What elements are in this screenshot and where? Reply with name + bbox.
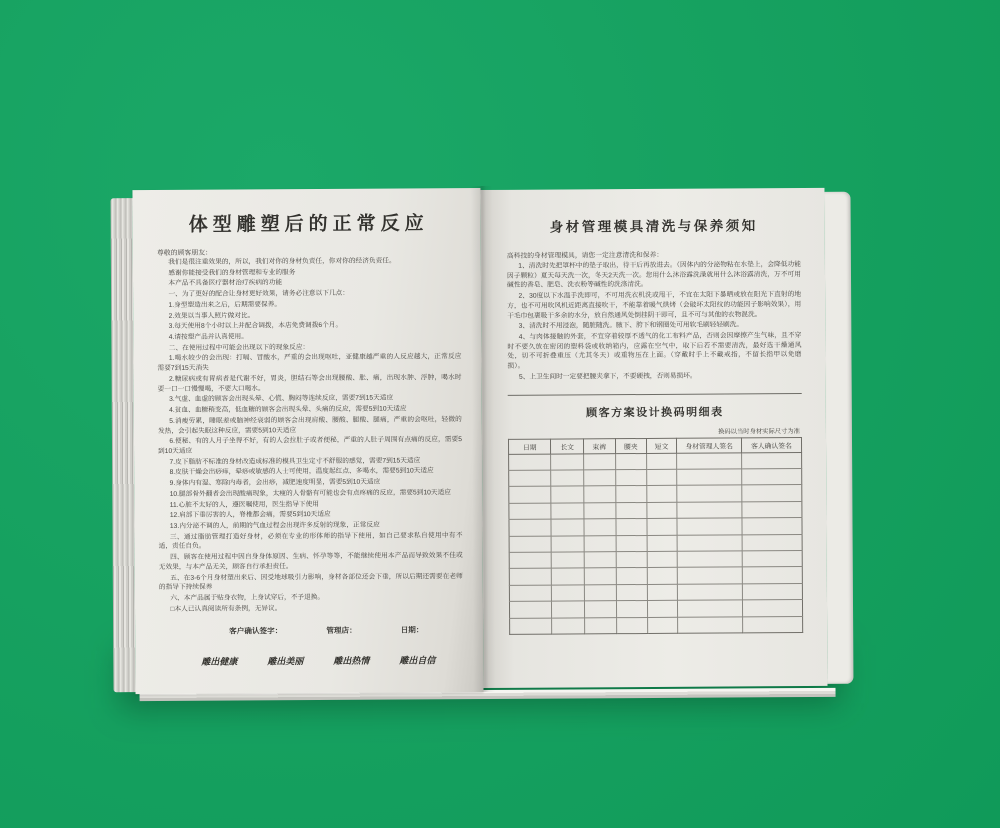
table-header-cell: 身材管理人签名 — [677, 438, 742, 453]
terms-paragraph: 感谢你能接受我们的身材管理和专业的服务 — [168, 268, 296, 277]
table-cell-empty — [647, 568, 678, 585]
table-row — [510, 616, 803, 634]
terms-paragraph: 四、顾客在使用过程中因自身身体原因、生病、怀孕等等，不能继续使用本产品而导致效果不佳或无效果，与本产品无关，顾客自行承担责任。 — [158, 552, 463, 571]
date-label: 日期： — [400, 625, 424, 635]
table-cell-empty — [552, 568, 584, 585]
table-note: 换码以当时身材实际尺寸为准 — [718, 427, 800, 436]
table-row — [509, 452, 802, 470]
table-header-cell: 客人确认签名 — [741, 437, 801, 452]
terms-paragraph: 5.消瘦劳累，睡眠差或脑神经衰弱的顾客会出现肩酸、腰酸、腿酸、腿痛，严重的会呕吐，轻微的发热，会引起失眠这种反应，需要5到10天适应 — [157, 415, 462, 435]
terms-paragraph: 8.皮肤干燥会出痧痒，晕痧或敏感的人士可使用，温度起红点、多喝水，需要5到10天适应 — [169, 467, 434, 477]
table-cell-empty — [647, 600, 678, 617]
table-cell-empty — [584, 552, 616, 569]
slogan-text: 雕出美丽 — [267, 657, 304, 668]
table-cell-empty — [509, 470, 552, 487]
table-cell-empty — [509, 486, 552, 503]
table-cell-empty — [646, 453, 677, 470]
table-cell-empty — [678, 616, 743, 633]
table-header-cell: 长文 — [551, 439, 583, 454]
table-row — [509, 501, 802, 519]
table-cell-empty — [616, 470, 647, 487]
table-cell-empty — [552, 552, 584, 569]
table-title: 顾客方案设计换码明细表 — [586, 406, 724, 419]
right-page-stack-edge — [824, 192, 853, 684]
table-cell-empty — [616, 486, 647, 503]
table-cell-empty — [616, 535, 647, 552]
terms-paragraph: 9.身体内有湿、寒除内毒者，会出痧，减肥速度明显，需要5到10天适应 — [169, 478, 381, 488]
table-cell-empty — [616, 568, 647, 585]
table-cell-empty — [551, 470, 583, 487]
care-paragraph: 2、30度以下水温手洗即可，不可用洗衣机洗或甩干，不宜在太阳下暴晒或放在阳光下直射的地方，也不可用吹风机近距离直接吹干，不能靠着暖气烘烤（会破坏太阳纹的功能因子影响效果），用干毛巾包裹吸干多余的水分，放自然通风处倒挂阴干即可，且不可与其他的衣物混洗。 — [507, 291, 802, 320]
table-cell-empty — [677, 502, 742, 519]
table-cell-empty — [509, 568, 552, 585]
care-paragraph: 3、清洗时不用浸泡，随脏随洗。腋下、胯下和钢圈处可用软毛刷轻轻刷洗。 — [518, 321, 744, 331]
terms-paragraph: 13.内分泌不调的人，前期的气血过程会出现许多反射的现象，正常反应 — [169, 521, 380, 530]
terms-paragraph: 4.请按塑产品并认真使用。 — [168, 333, 248, 341]
table-cell-empty — [677, 469, 742, 486]
slogan-text: 雕出健康 — [201, 657, 238, 669]
right-page — [480, 188, 827, 688]
table-cell-empty — [509, 536, 552, 553]
section-divider — [508, 393, 802, 396]
right-page-content — [507, 214, 804, 678]
table-cell-empty — [647, 535, 678, 552]
care-paragraph: 1、清洗时先把罩杯中的垫子取出，待干后再放进去。（因体内的分泌物粘在水垫上，会降低功能因子颗粒）夏天每天洗一次，冬天2天洗一次。您用什么沐浴露洗澡就用什么沐浴露清洗，万不可用碱性的香皂、肥皂、洗衣粉等碱性的洗涤清洗。 — [506, 261, 802, 290]
slogan-text: 雕出自信 — [399, 656, 436, 667]
table-cell-empty — [677, 485, 742, 502]
table-cell-empty — [677, 518, 742, 535]
table-row — [509, 534, 802, 552]
table-cell-empty — [742, 518, 802, 535]
terms-paragraph: 六、本产品属于贴身衣物，上身试穿后，不予退换。 — [170, 593, 325, 602]
slogan-row — [159, 654, 463, 669]
care-paragraph: 5、上卫生间时一定要把腰夹拿下，不要硬拽，否则易损坏。 — [518, 372, 697, 381]
terms-paragraph: 三、通过脂肪管理打造好身材，必须在专业的形体师的指导下使用，如自己要求私自使用中有不适，责任自负。 — [158, 531, 463, 551]
table-cell-empty — [647, 617, 678, 634]
table-cell-empty — [509, 585, 552, 602]
table-cell-empty — [615, 453, 646, 470]
left-page-body — [157, 256, 463, 614]
terms-paragraph: 五、在3-6个月身材塑出来后、因受地球吸引力影响，身材各部位还会下垂，所以后期还需要在老师的指导下持续保养 — [158, 572, 463, 592]
table-cell-empty — [584, 502, 616, 519]
table-cell-empty — [552, 535, 584, 552]
table-cell-empty — [678, 567, 743, 584]
terms-paragraph: 2.效果以当事人照片做对比。 — [168, 311, 255, 320]
table-cell-empty — [677, 453, 742, 470]
table-cell-empty — [551, 486, 583, 503]
table-cell-empty — [510, 618, 553, 635]
table-cell-empty — [742, 534, 802, 551]
code-change-table — [508, 437, 803, 635]
table-header-cell: 腰夹 — [615, 438, 646, 453]
terms-paragraph: 11.心脏不太好的人，遵医嘱使用，医生指导下使用 — [169, 500, 320, 509]
table-cell-empty — [509, 519, 552, 536]
table-cell-empty — [584, 584, 616, 601]
table-cell-empty — [509, 454, 552, 471]
table-row — [509, 600, 802, 618]
table-cell-empty — [583, 470, 615, 487]
terms-paragraph: 3.每天使用8个小时以上并配合调拨，本店免费调拨6个月。 — [168, 322, 343, 331]
table-cell-empty — [742, 600, 802, 617]
table-cell-empty — [742, 501, 802, 518]
table-cell-empty — [583, 453, 615, 470]
care-intro: 高科技的身材管理模具，请您一定注意清洗和保养： — [506, 251, 664, 260]
table-cell-empty — [551, 503, 583, 520]
table-cell-empty — [741, 452, 801, 469]
table-cell-empty — [584, 519, 616, 536]
care-instructions — [507, 260, 802, 382]
table-cell-empty — [742, 616, 802, 633]
table-cell-empty — [616, 601, 647, 618]
table-cell-empty — [677, 534, 742, 551]
care-paragraph: 4、与肉体接触的外套，不宜穿着较厚不透气的化工布料产品，否则会因摩擦产生气味，且不穿时不要久放在密闭的塑料袋或收纳箱内，应露在空气中，取下后若不需要清洗，最好选干燥通风处，切不可折叠重压（尤其冬天）或重物压在上面。（穿戴时手上不戴戒指，不留长指甲以免磨损）。 — [507, 332, 802, 371]
table-cell-empty — [509, 552, 552, 569]
table-cell-empty — [678, 584, 743, 601]
table-row — [509, 583, 802, 601]
table-cell-empty — [616, 617, 647, 634]
terms-paragraph: 10.腿部骨外翻者会出现酸痛现象，太瘦的人骨骼有可能也会有点疼痛的反应，需要5到10天适应 — [169, 489, 451, 498]
table-row — [509, 518, 802, 536]
left-page — [132, 188, 483, 694]
table-cell-empty — [742, 485, 802, 502]
terms-paragraph: 我们是很注重效果的，所以，我们对你的身材负责任，你对你的经济负责任。 — [168, 257, 396, 266]
terms-paragraph: 本产品不具备医疗器材治疗疾病的功能 — [168, 279, 283, 288]
terms-paragraph: □本人已认真阅读所有条例，无异议。 — [170, 604, 282, 613]
table-cell-empty — [678, 551, 743, 568]
terms-paragraph: 4.贫血、血糖稍变高，低血糖的顾客会出现头晕、头痛的反应，需要5到10天适应 — [169, 405, 407, 414]
table-cell-empty — [509, 601, 552, 618]
table-cell-empty — [552, 601, 584, 618]
table-header-cell: 短文 — [646, 438, 677, 453]
terms-paragraph: 2.糖尿病或有胃病者是代谢不好，胃炎，胆结石等会出现腰酸、胀、痛，出现水肿、浮肿，喝水时要一口一口慢慢喝，不要大口喝水。 — [157, 374, 462, 393]
table-cell-empty — [647, 502, 678, 519]
terms-paragraph: 一、为了更好的配合让身材更好效果，请务必注意以下几点： — [168, 289, 350, 299]
left-page-content — [157, 204, 464, 684]
table-row — [509, 469, 802, 487]
open-book — [108, 182, 855, 703]
right-page-title: 身材管理模具清洗与保养须知 — [549, 218, 758, 235]
terms-paragraph: 1.喝水较少的会出现：打嗝、冒酸水，严重的会出现呕吐，亚健康越严重的人反应越大，正常反应需要7到15天消失 — [157, 353, 462, 373]
table-cell-empty — [616, 502, 647, 519]
table-cell-empty — [584, 568, 616, 585]
table-cell-empty — [616, 551, 647, 568]
table-cell-empty — [552, 585, 584, 602]
table-cell-empty — [678, 600, 743, 617]
table-cell-empty — [509, 503, 552, 520]
terms-paragraph: 12.肩部下垂厉害的人，脊椎都会痛，需要5到10天适应 — [169, 511, 331, 520]
salutation: 尊敬的顾客朋友： — [156, 249, 212, 257]
table-header-cell: 束裤 — [583, 438, 615, 453]
table-cell-empty — [616, 584, 647, 601]
terms-paragraph: 1.身型塑造出来之后，后期需要保养。 — [168, 301, 282, 309]
code-change-table-body — [509, 452, 803, 634]
table-cell-empty — [551, 454, 583, 471]
table-cell-empty — [742, 583, 802, 600]
terms-paragraph: 6.便秘、有的人月子坐得不好，有的人会拉肚子或者便秘，严重的人肚子周围有点痛的反应，需要5到10天适应 — [158, 436, 463, 455]
table-cell-empty — [742, 551, 802, 568]
store-label: 管理店： — [326, 626, 357, 636]
table-cell-empty — [583, 486, 615, 503]
terms-paragraph: 3.气虚、血虚的顾客会出现头晕、心慌、胸闷等连续反应，需要7到15天适应 — [169, 394, 394, 404]
table-cell-empty — [584, 617, 616, 634]
table-cell-empty — [647, 551, 678, 568]
signature-row — [159, 625, 463, 638]
table-cell-empty — [742, 469, 802, 486]
terms-paragraph: 7.皮下脂肪不标准的身材改造成标准的模具卫生定寸不舒服的感觉，需要7到15天适应 — [169, 457, 421, 466]
table-cell-empty — [647, 518, 678, 535]
table-cell-empty — [742, 567, 802, 584]
table-cell-empty — [584, 535, 616, 552]
slogan-text: 雕出热情 — [333, 657, 370, 668]
table-cell-empty — [646, 469, 677, 486]
table-cell-empty — [551, 519, 583, 536]
table-cell-empty — [647, 584, 678, 601]
customer-signature-label: 客户确认签字： — [229, 626, 283, 636]
table-cell-empty — [616, 519, 647, 536]
table-header-cell: 日期 — [508, 439, 551, 454]
table-cell-empty — [646, 486, 677, 503]
book-spine-crease — [470, 186, 495, 692]
left-page-stack-edge — [111, 198, 136, 692]
table-row — [509, 551, 802, 569]
table-cell-empty — [584, 601, 616, 618]
table-cell-empty — [552, 617, 584, 634]
terms-paragraph: 二、在使用过程中可能会出现以下的现象反应： — [168, 343, 310, 352]
table-row — [509, 567, 802, 585]
table-row — [509, 485, 802, 503]
left-page-title: 体型雕塑后的正常反应 — [188, 213, 429, 236]
